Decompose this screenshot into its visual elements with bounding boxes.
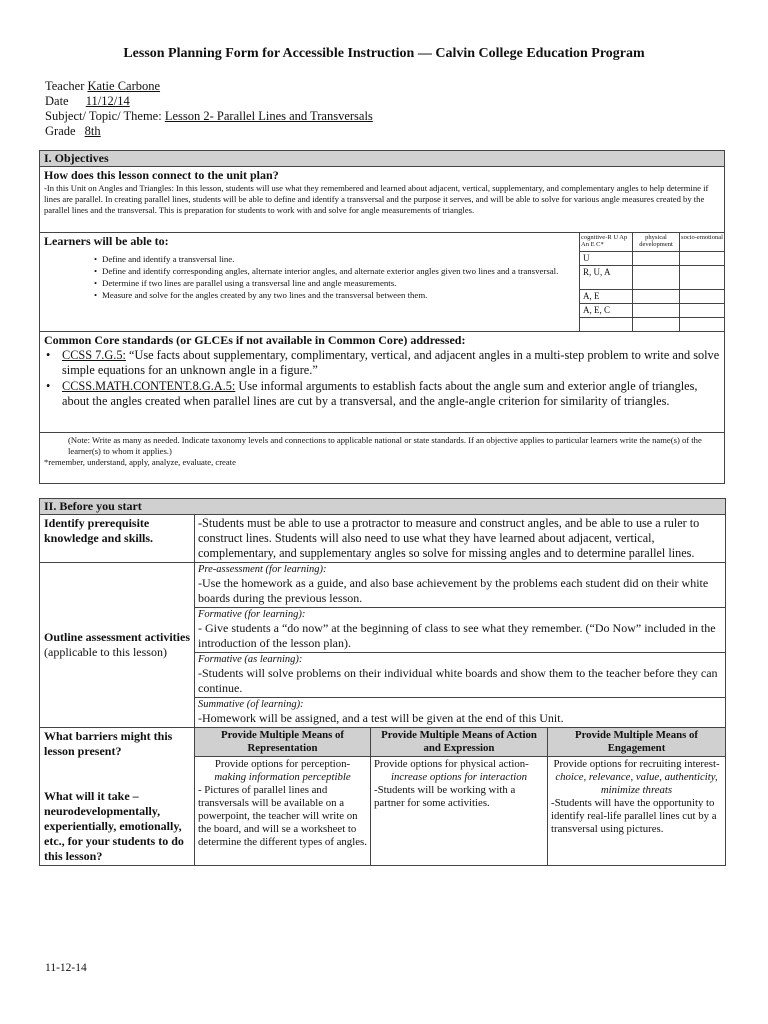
taxonomy-legend: *remember, understand, apply, analyze, evaluate, create [44, 457, 236, 467]
subject-line [45, 109, 373, 124]
what-label: What will it take – neurodevelopmentally, experientially, emotionally, etc., for your students to do this lesson? [44, 789, 184, 863]
standard-code: CCSS 7.G.5: [62, 348, 126, 362]
taxonomy-table [579, 233, 725, 331]
standard-code: CCSS.MATH.CONTENT.8.G.A.5: [62, 379, 236, 393]
learners-block [40, 232, 724, 331]
objectives-title: I. Objectives [40, 151, 724, 167]
col-physical: physical development [633, 233, 680, 251]
assessment-formative-as [195, 653, 726, 698]
assessment-pre [195, 563, 726, 608]
udl-body: -Students will be working with a partner for some activities. [374, 784, 516, 810]
footer-date: 11-12-14 [45, 962, 87, 974]
before-table [39, 498, 726, 866]
col-cognitive: cognitive-R U Ap An E C* [580, 233, 633, 251]
subject-value: Lesson 2- Parallel Lines and Transversals [164, 109, 373, 123]
cognitive-cell: A, E [580, 289, 633, 303]
connect-text: -In this Unit on Angles and Triangles: In this lesson, students will use what they remembered and learned about adjacent, vertical, supplementary, and complementary angles to help determine if lines are parallel. In creating parallel lines, students will be able to define and identify a transversal and the purpose it serves, and will be able to solve for various angle measures created by the parallel lines and the transversal. This is preparation for students to work with and solve for angle measurements of triangles. [44, 183, 709, 215]
assessment-type: Pre-assessment (for learning): [198, 564, 327, 575]
prereq-text: -Students must be able to use a protractor to measure and construct angles, and be able to use a ruler to construct lines. Students will also need to use what they have learned about adjacent, vertical, complementary, and supplementary angles so solve for missing angles and to determine parallel lines. [195, 515, 726, 563]
note-text: (Note: Write as many as needed. Indicate taxonomy levels and connections to applicable national or state standards. If an objective applies to particular learners write the name(s) of the learner(s) to whom it applies.) [68, 435, 702, 456]
teacher-label: Teacher [45, 79, 85, 93]
teacher-value: Katie Carbone [87, 79, 161, 93]
assessment-text: -Homework will be assigned, and a test will be given at the end of this Unit. [198, 711, 564, 725]
date-value: 11/12/14 [85, 94, 130, 108]
grade-line [45, 124, 107, 139]
assessment-type: Formative (for learning): [198, 609, 306, 620]
standards-heading: Common Core standards (or GLCEs if not available in Common Core) addressed: [44, 333, 466, 347]
connect-heading: How does this lesson connect to the unit plan? [44, 168, 279, 182]
udl-italic: choice, relevance, value, authenticity, minimize threats [555, 771, 718, 797]
teacher-line [45, 79, 160, 94]
udl-engagement [548, 757, 726, 866]
learners-heading: Learners will be able to: [44, 234, 169, 248]
barriers-label: What barriers might this lesson present? [44, 729, 173, 758]
note-block [40, 432, 724, 468]
assessment-text: -Use the homework as a guide, and also base achievement by the problems each student did on their white boards during the previous lesson. [198, 576, 709, 605]
col-socio: socio-emotional [680, 233, 725, 251]
assessment-type: Formative (as learning): [198, 654, 303, 665]
assessment-label: Outline assessment activities [44, 630, 190, 644]
udl-intro: Provide options for recruiting interest- [553, 758, 720, 771]
assessment-text: - Give students a “do now” at the beginning of class to see what they remember. (“Do Now” included in the introduction of the lesson plan). [198, 621, 716, 650]
udl-intro: Provide options for physical action- [374, 758, 529, 771]
standard-item [40, 379, 724, 409]
assessment-text: -Students will solve problems on their individual white boards and show them to the teacher before they can continue. [198, 666, 718, 695]
udl-action [371, 757, 548, 866]
udl-body: - Pictures of parallel lines and transversals will be available on a powerpoint, the teacher will write on the board, and will se a worksheet to determine the different types of angles. [198, 784, 367, 849]
standard-text: “Use facts about supplementary, complimentary, vertical, and adjacent angles in a multi-step problem to write and solve simple equations for an unknown angle in a figure.” [62, 348, 720, 377]
standard-text: Use informal arguments to establish facts about the angle sum and exterior angle of triangles, about the angles created when parallel lines are cut by a transversal, and the angle-angle criterion for similarity of triangles. [62, 379, 698, 408]
cognitive-cell: R, U, A [580, 265, 633, 289]
udl-representation [195, 757, 371, 866]
assessment-summative [195, 698, 726, 728]
assessment-sub: (applicable to this lesson) [44, 645, 167, 659]
objective-item: • Define and identify corresponding angles, alternate interior angles, and alternate exterior angles given two lines and a transversal. [102, 265, 579, 277]
standards-block [40, 331, 724, 432]
prereq-label: Identify prerequisite knowledge and skills. [40, 515, 195, 563]
udl-header-engagement: Provide Multiple Means of Engagement [548, 728, 726, 757]
udl-intro: Provide options for perception- [214, 758, 351, 771]
udl-italic: increase options for interaction [390, 771, 528, 784]
subject-label: Subject/ Topic/ Theme: [45, 109, 162, 123]
udl-body: -Students will have the opportunity to identify real-life parallel lines cut by a transversal using pictures. [551, 797, 717, 836]
standard-item [40, 348, 724, 378]
udl-header-action: Provide Multiple Means of Action and Expression [371, 728, 548, 757]
before-title: II. Before you start [40, 499, 726, 515]
before-section [39, 498, 723, 866]
udl-italic: making information perceptible [214, 771, 351, 784]
udl-header-representation: Provide Multiple Means of Representation [195, 728, 371, 757]
page-title: Lesson Planning Form for Accessible Instruction — Calvin College Education Program [123, 46, 645, 61]
grade-value: 8th [84, 124, 101, 138]
objective-item: • Define and identify a transversal line. [102, 253, 579, 265]
barriers-cell [40, 728, 195, 866]
grade-label: Grade [45, 124, 76, 138]
date-label: Date [45, 94, 69, 108]
cognitive-cell: U [580, 251, 633, 265]
assessment-label-cell [40, 563, 195, 728]
objective-item: • Measure and solve for the angles created by any two lines and the transversal between them. [102, 289, 579, 301]
assessment-type: Summative (of learning): [198, 699, 304, 710]
assessment-formative-for [195, 608, 726, 653]
date-line [45, 94, 134, 109]
cognitive-cell: A, E, C [580, 303, 633, 317]
objective-item: • Determine if two lines are parallel using a transversal line and angle measurements. [102, 277, 579, 289]
objectives-section [39, 150, 725, 484]
